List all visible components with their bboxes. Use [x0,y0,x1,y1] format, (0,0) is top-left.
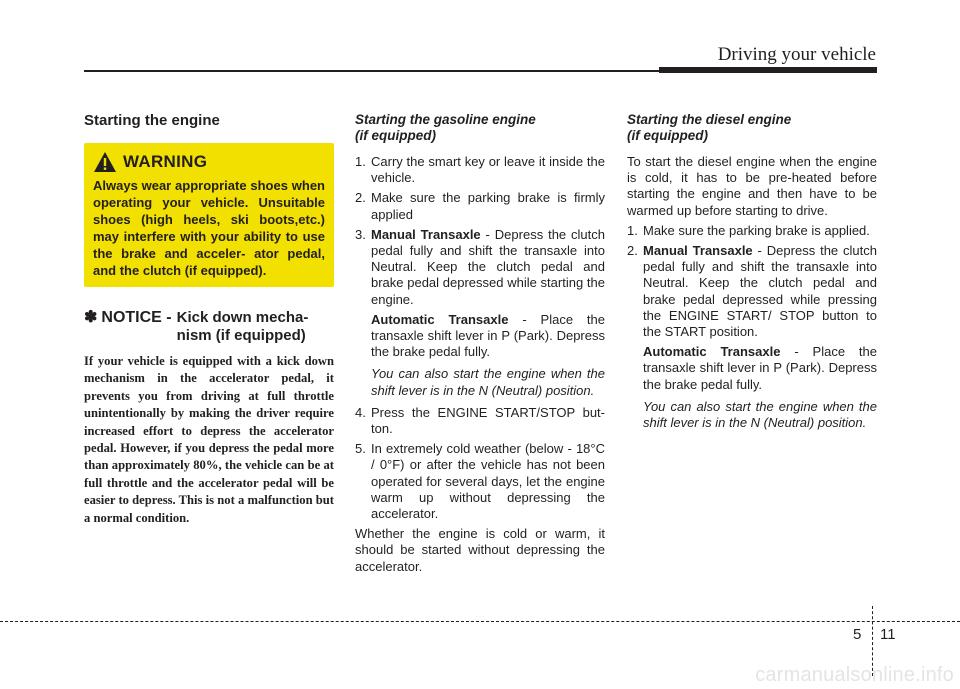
step-text [643,243,877,340]
automatic-instruction [627,344,877,393]
header-rule [84,70,659,72]
running-header: Driving your vehicle [717,44,876,65]
section-title: Starting the engine [84,112,220,129]
step-text [371,227,605,308]
footer-rule [0,621,960,622]
gasoline-subheading-line1: Starting the gasoline engine [355,112,536,127]
step-text: Press the ENGINE START/STOP but- ton. [371,404,605,437]
gasoline-subheading-line2: (if equipped) [355,128,436,143]
list-item [355,405,605,437]
warning-text: Always wear appropriate shoes when operating your vehicle. Unsuitable shoes (high heels, ski boots,etc.) may interfere with your ability to use the brake and acceler- ator pedal, and the clutch (if equipped). [93,178,325,278]
notice-body: If your vehicle is equipped with a kick down mechanism in the accelerator pedal, it prevents you from driving at full throttle unintentionally by making the driver require increased effort to depress the accelerator pedal. However, if you depress the pedal more than approximately 80%, the vehicle can be at full throttle and the accelerator pedal will be easier to depress. This is not a malfunction but a normal condition. [84,354,334,525]
step-number: 2. [627,243,638,259]
automatic-label: Automatic Transaxle [371,311,509,327]
step-number: 1. [627,222,638,238]
left-column [84,112,334,527]
list-item [355,190,605,222]
list-item [355,154,605,186]
warning-header [93,151,325,173]
step-number: 4. [355,404,366,420]
step-emphasis: Manual Transaxle [643,243,753,259]
step-text: Carry the smart key or leave it inside the vehicle. [371,154,605,186]
step-number: 2. [355,190,366,206]
notice-topic: Kick down mecha- nism (if equipped) [176,309,309,344]
notice-label: NOTICE - [101,309,172,326]
header-rule-thick [659,67,877,73]
notice-star-icon: ✽ [84,309,98,326]
warning-triangle-icon [93,151,117,173]
step-detail: - Depress the clutch pedal fully and shift the transaxle into Neutral. Keep the clutch pedal and brake pedal depressed while starting the engine. [371,226,605,307]
list-item [355,227,605,308]
gasoline-subheading [355,112,605,144]
automatic-text: - Place the transaxle shift lever in P (Park). Depress the brake pedal fully. [643,344,878,392]
step-number: 3. [355,226,366,242]
step-detail: - Depress the clutch pedal fully and shift the transaxle into Neutral. Keep the clutch pedal and brake pedal depressed while pressing the ENGINE START/ STOP button to the START position. [643,243,877,340]
list-item [355,441,605,522]
diesel-subheading-line1: Starting the diesel engine [627,112,792,127]
automatic-note: You can also start the engine when the shift lever is in the N (Neutral) position. [643,398,877,431]
closing-paragraph: Whether the engine is cold or warm, it should be started without depressing the accelerator. [355,526,605,574]
step-number: 1. [355,154,366,169]
diesel-subheading [627,112,877,144]
warning-box [84,143,334,287]
automatic-label: Automatic Transaxle [643,344,781,360]
step-text: Make sure the parking brake is firmly applied [371,190,605,222]
diesel-intro: To start the diesel engine when the engine is cold, it has to be pre-heated before starting the engine and then have to be warmed up before starting to drive. [627,154,877,218]
step-number: 5. [355,441,366,457]
watermark: carmanualsonline.info [755,664,954,686]
automatic-instruction [355,312,605,361]
step-text: Make sure the parking brake is applied. [643,222,870,238]
middle-column [355,112,605,579]
chapter-number: 5 [853,626,862,643]
step-text: In extremely cold weather (below - 18°C / 0°F) or after the vehicle has not been operated for several days, let the engine warm up without depressing the accelerator. [371,441,605,522]
diesel-subheading-line2: (if equipped) [627,128,708,143]
warning-label: WARNING [123,152,208,171]
step-emphasis: Manual Transaxle [371,226,481,242]
list-item [627,223,877,239]
automatic-text: - Place the transaxle shift lever in P (Park). Depress the brake pedal fully. [371,311,606,360]
page-number: 11 [880,626,896,643]
list-item [627,243,877,340]
notice-header [84,309,334,345]
right-column [627,112,877,437]
automatic-note: You can also start the engine when the shift lever is in the N (Neutral) position. [371,366,605,398]
